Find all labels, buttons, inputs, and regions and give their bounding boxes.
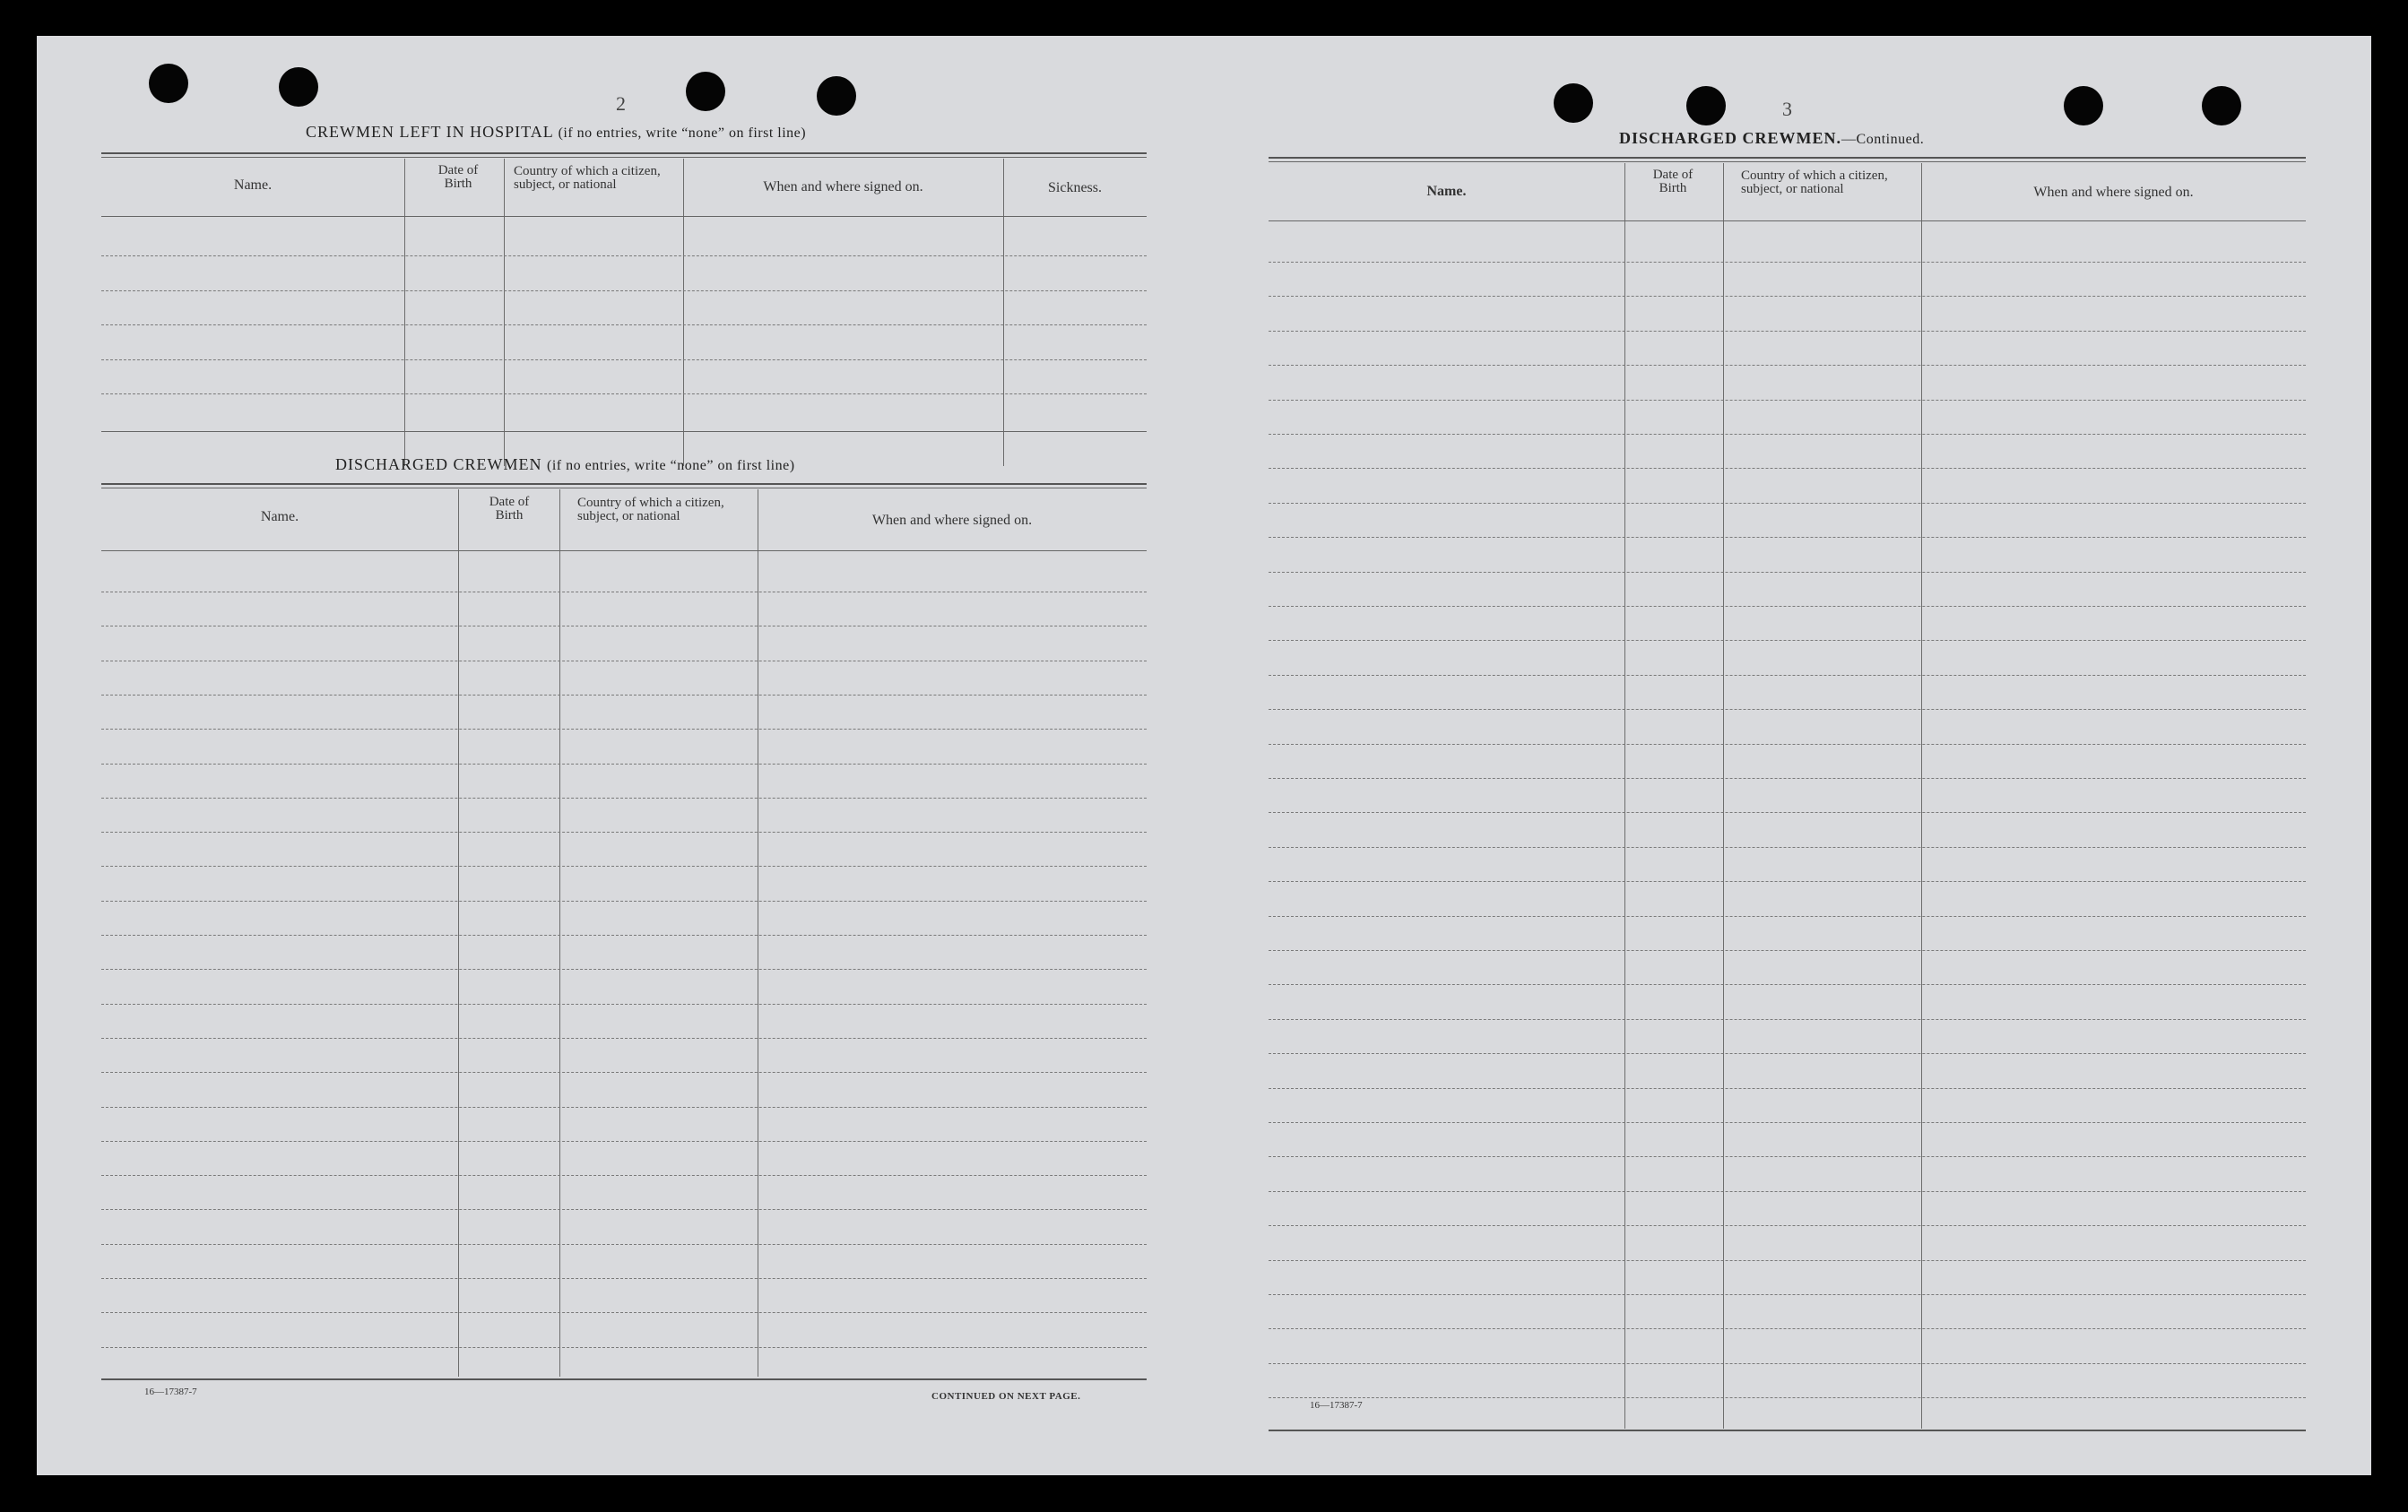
hospital-col-divider <box>404 159 405 466</box>
entry-line <box>1269 400 2306 401</box>
entry-line <box>101 1141 1147 1142</box>
left-page <box>37 36 1207 1475</box>
hospital-col-divider <box>504 159 505 466</box>
hospital-table-top-rule-2 <box>101 157 1147 158</box>
punch-hole <box>686 72 725 111</box>
discharged-col-dob-header: Date of Birth <box>489 495 530 523</box>
entry-line <box>1269 537 2306 538</box>
entry-line <box>101 1004 1147 1005</box>
entry-line <box>101 1347 1147 1348</box>
entry-line <box>101 798 1147 799</box>
punch-hole <box>1686 86 1726 125</box>
entry-line <box>1269 984 2306 985</box>
entry-line <box>101 255 1147 256</box>
entry-line <box>1269 503 2306 504</box>
hospital-col-sickness-header: Sickness. <box>1048 180 1102 195</box>
entry-line <box>101 324 1147 325</box>
form-number: 16—17387-7 <box>144 1387 197 1397</box>
entry-line <box>1269 1328 2306 1329</box>
discharged-col-signed-header: When and where signed on. <box>871 513 1033 528</box>
discharged-title-note: (if no entries, write “none” on first line) <box>547 458 795 473</box>
entry-line <box>101 1072 1147 1073</box>
right-col-signed-header: When and where signed on. <box>2033 185 2194 200</box>
form-number: 16—17387-7 <box>1310 1400 1363 1411</box>
right-header-rule <box>1269 220 2306 221</box>
punch-hole <box>817 76 856 116</box>
entry-line <box>1269 1294 2306 1295</box>
entry-line <box>1269 744 2306 745</box>
entry-line <box>101 359 1147 360</box>
punch-hole <box>2202 86 2241 125</box>
right-title-suffix: —Continued. <box>1841 132 1925 147</box>
entry-line <box>1269 1363 2306 1364</box>
entry-line <box>101 1175 1147 1176</box>
right-col-name-header: Name. <box>1426 184 1467 199</box>
entry-line <box>101 935 1147 936</box>
entry-line <box>1269 709 2306 710</box>
entry-line <box>1269 1088 2306 1089</box>
discharged-col-name-header: Name. <box>260 509 299 524</box>
punch-hole <box>1554 83 1593 123</box>
punch-hole <box>2064 86 2103 125</box>
page-number: 2 <box>616 92 626 115</box>
right-title-text: DISCHARGED CREWMEN. <box>1619 129 1842 147</box>
right-table-bottom-rule <box>1269 1430 2306 1431</box>
entry-line <box>101 1244 1147 1245</box>
hospital-col-divider <box>1003 159 1004 466</box>
entry-line <box>101 1209 1147 1210</box>
entry-line <box>1269 1191 2306 1192</box>
hospital-title-note: (if no entries, write “none” on first line) <box>558 125 807 141</box>
entry-line <box>1269 606 2306 607</box>
entry-line <box>101 866 1147 867</box>
entry-line <box>1269 916 2306 917</box>
entry-line <box>101 1107 1147 1108</box>
punch-hole <box>149 64 188 103</box>
entry-line <box>101 1278 1147 1279</box>
entry-line <box>1269 778 2306 779</box>
entry-line <box>101 290 1147 291</box>
entry-line <box>101 901 1147 902</box>
entry-line <box>1269 434 2306 435</box>
right-col-divider <box>1723 163 1724 1429</box>
entry-line <box>101 969 1147 970</box>
entry-line <box>1269 1260 2306 1261</box>
discharged-table-bottom-rule <box>101 1378 1147 1380</box>
entry-line <box>1269 296 2306 297</box>
entry-line <box>1269 881 2306 882</box>
entry-line <box>1269 262 2306 263</box>
hospital-col-country-header: Country of which a citizen, subject, or national <box>514 164 661 192</box>
entry-line <box>101 1038 1147 1039</box>
right-table-top-rule-2 <box>1269 161 2306 162</box>
right-page <box>1207 36 2371 1475</box>
entry-line <box>101 832 1147 833</box>
right-col-dob-header: Date of Birth <box>1652 168 1693 195</box>
right-col-divider <box>1624 163 1625 1429</box>
entry-line <box>1269 1397 2306 1398</box>
entry-line <box>101 764 1147 765</box>
entry-line <box>1269 812 2306 813</box>
hospital-header-rule <box>101 216 1147 217</box>
entry-line <box>1269 1156 2306 1157</box>
hospital-title-text: CREWMEN LEFT IN HOSPITAL <box>306 123 554 141</box>
hospital-table-top-rule <box>101 152 1147 154</box>
punch-hole <box>279 67 318 107</box>
entry-line <box>101 1312 1147 1313</box>
hospital-col-name-header: Name. <box>233 177 273 193</box>
entry-line <box>1269 675 2306 676</box>
page-number: 3 <box>1782 98 1792 120</box>
discharged-header-rule <box>101 550 1147 551</box>
right-section-title <box>1619 129 1924 148</box>
right-table-top-rule <box>1269 157 2306 159</box>
entry-line <box>1269 1053 2306 1054</box>
hospital-section-title <box>306 123 806 142</box>
entry-line <box>1269 1225 2306 1226</box>
hospital-table-bottom-rule <box>101 431 1147 432</box>
entry-line <box>101 393 1147 394</box>
hospital-col-signed-header: When and where signed on. <box>763 179 923 194</box>
hospital-col-divider <box>683 159 684 466</box>
entry-line <box>101 695 1147 696</box>
continued-note: CONTINUED ON NEXT PAGE. <box>931 1391 1081 1402</box>
right-col-divider <box>1921 163 1922 1429</box>
entry-line <box>1269 572 2306 573</box>
discharged-section-title <box>335 455 795 474</box>
right-col-country-header: Country of which a citizen, subject, or national <box>1741 168 1888 196</box>
discharged-title-text: DISCHARGED CREWMEN <box>335 455 542 473</box>
entry-line <box>1269 468 2306 469</box>
entry-line <box>1269 847 2306 848</box>
entry-line <box>1269 950 2306 951</box>
entry-line <box>1269 640 2306 641</box>
entry-line <box>101 729 1147 730</box>
entry-line <box>1269 365 2306 366</box>
entry-line <box>1269 331 2306 332</box>
entry-line <box>1269 1122 2306 1123</box>
discharged-table-top-rule <box>101 483 1147 485</box>
entry-line <box>1269 1019 2306 1020</box>
discharged-col-country-header: Country of which a citizen, subject, or national <box>577 496 724 523</box>
hospital-col-dob-header: Date of Birth <box>437 163 479 191</box>
